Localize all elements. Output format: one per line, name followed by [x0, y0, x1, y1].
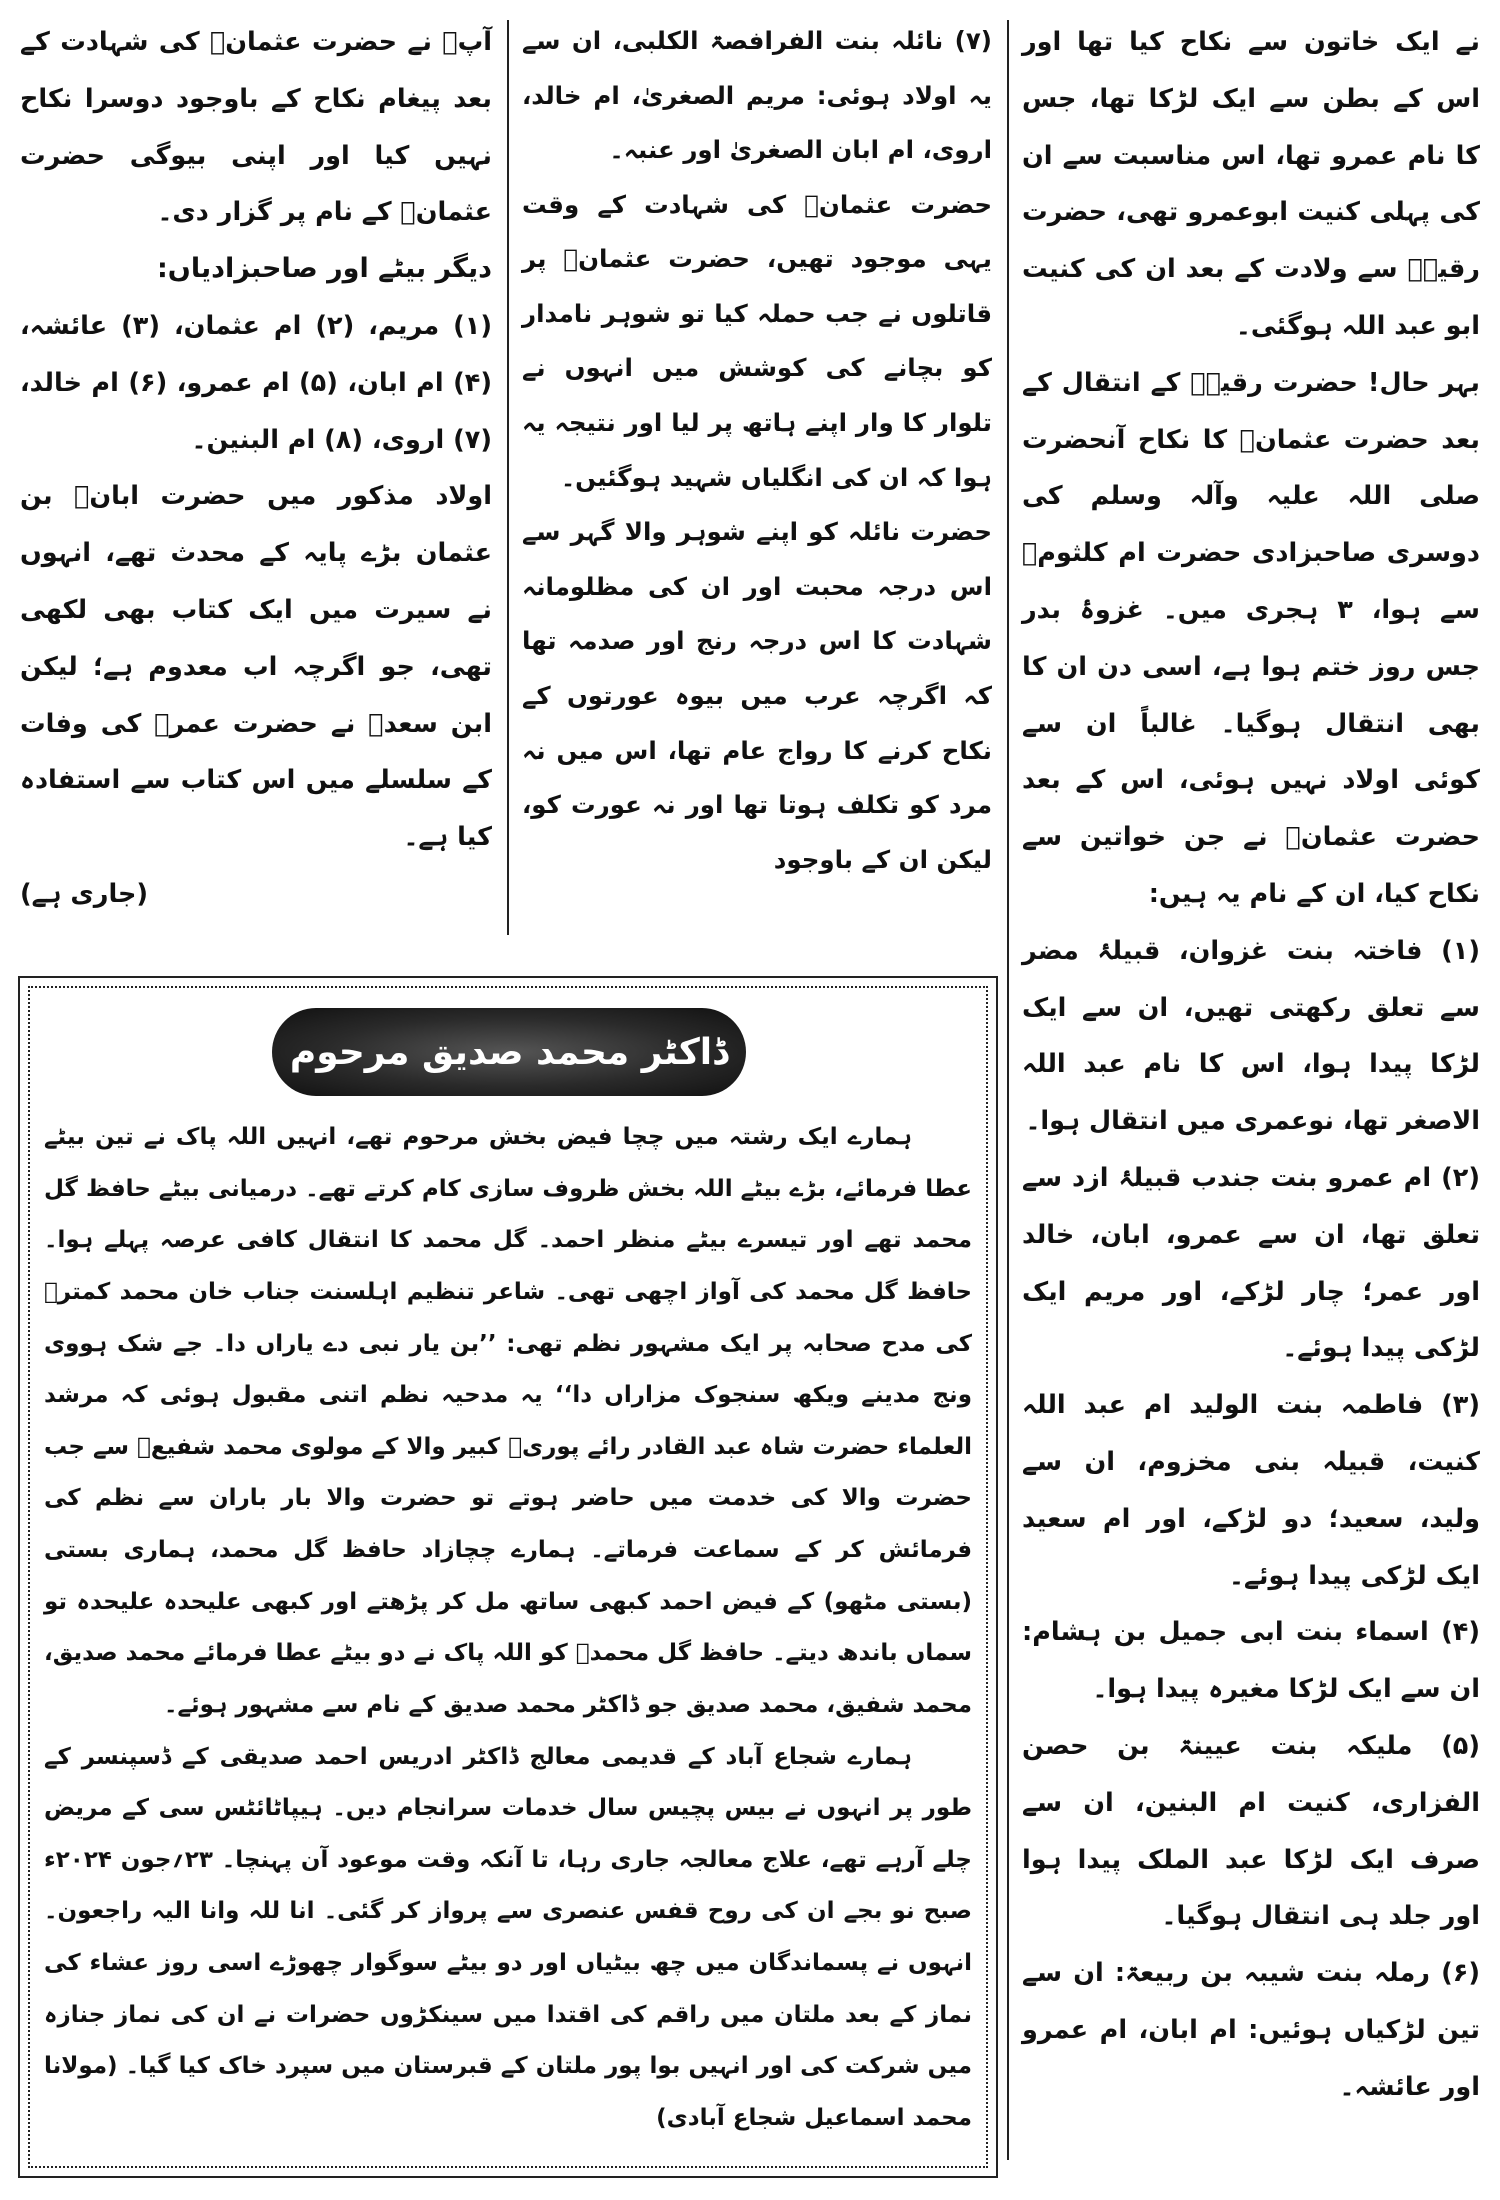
middle-column: [522, 14, 992, 887]
right-column: [1022, 14, 1480, 2115]
left-paragraph-2: اولاد مذکور میں حضرت ابانؓ بن عثمان بڑے پایہ کے محدث تھے، انہوں نے سیرت میں ایک کتاب بھی لکھی تھی، جو اگرچہ اب معدوم ہے؛ لیکن ابن سعدؒ نے حضرت عمرؓ کی وفات کے سلسلے میں اس کتاب سے استفادہ کیا ہے۔: [20, 481, 492, 853]
right-paragraph-2: بہر حال! حضرت رقیہؓ کے انتقال کے بعد حضرت عثمانؓ کا نکاح آنحضرت صلی اللہ علیہ وآلہ وسلم کی دوسری صاحبزادی حضرت ام کلثومؓ سے ہوا، ۳ ہجری میں۔ غزوۂ بدر جس روز ختم ہوا ہے، اسی دن ان کا بھی انتقال ہوگیا۔ غالباً ان سے کوئی اولاد نہیں ہوئی، اس کے بعد حضرت عثمانؓ نے جن خواتین سے نکاح کیا، ان کے نام یہ ہیں:: [1022, 367, 1480, 909]
right-paragraph-6: (۴) اسماء بنت ابی جمیل بن ہشام: ان سے ایک لڑکا مغیرہ پیدا ہوا۔: [1022, 1617, 1480, 1705]
right-paragraph-8: (۶) رملہ بنت شیبہ بن ربیعۃ: ان سے تین لڑکیاں ہوئیں: ام ابان، ام عمرو اور عائشہ۔: [1022, 1958, 1480, 2102]
right-paragraph-3: (۱) فاختہ بنت غزوان، قبیلۂ مضر سے تعلق رکھتی تھیں، ان سے ایک لڑکا پیدا ہوا، اس کا نام عبد اللہ الاصغر تھا، نوعمری میں انتقال ہوا۔: [1022, 935, 1480, 1137]
right-paragraph-7: (۵) ملیکہ بنت عیینۃ بن حصن الفزاری، کنیت ام البنین، ان سے صرف ایک لڑکا عبد الملک پیدا ہوا اور جلد ہی انتقال ہوگیا۔: [1022, 1730, 1480, 1932]
section-heading: دیگر بیٹے اور صاحبزادیاں:: [156, 253, 492, 285]
left-paragraph-1: آپؓ نے حضرت عثمانؓ کی شہادت کے بعد پیغام نکاح کے باوجود دوسرا نکاح نہیں کیا اور اپنی بیوگی حضرت عثمانؓ کے نام پر گزار دی۔: [20, 27, 492, 228]
column-divider-middle: [507, 20, 509, 935]
middle-paragraph-1: (۷) نائلہ بنت الفرافصۃ الکلبی، ان سے یہ اولاد ہوئی: مریم الصغریٰ، ام خالد، اروی، ام ابان الصغریٰ اور عنبہ۔: [522, 26, 992, 165]
obituary-title-text: ڈاکٹر محمد صدیق مرحوم: [289, 1031, 729, 1073]
obituary-title: [272, 1008, 746, 1096]
obituary-paragraph-1: ہمارے ایک رشتہ میں چچا فیض بخش مرحوم تھے، انہیں اللہ پاک نے تین بیٹے عطا فرمائے، بڑے بیٹے اللہ بخش ظروف سازی کام کرتے تھے۔ درمیانی بیٹے حافظ گل محمد تھے اور تیسرے بیٹے منظر احمد۔ گل محمد کا انتقال کافی عرصہ پہلے ہوا۔ حافظ گل محمد کی آواز اچھی تھی۔ شاعر تنظیم اہلسنت جناب خان محمد کمترؒ کی مدح صحابہ پر ایک مشہور نظم تھی: ’’بن یار نبی دے یاراں دا۔ جے شک ہووی ونج مدینے ویکھ سنجوک مزاراں دا‘‘ یہ مدحیہ نظم اتنی مقبول ہوئی کہ مرشد العلماء حضرت شاہ عبد القادر رائے پوریؒ کبیر والا کے مولوی محمد شفیعؒ سے جب حضرت والا کی خدمت میں حاضر ہوتے تو حضرت والا بار باران سے نظم کی فرمائش کر کے سماعت فرماتے۔ ہمارے چچازاد حافظ گل محمد، ہماری بستی (بستی مٹھو) کے فیض احمد کبھی ساتھ مل کر پڑھتے اور کبھی علیحدہ علیحدہ تو سماں باندھ دیتے۔ حافظ گل محمدؒ کو اللہ پاک نے دو بیٹے عطا فرمائے محمد صدیق، محمد شفیق، محمد صدیق جو ڈاکٹر محمد صدیق کے نام سے مشہور ہوئے۔: [44, 1124, 972, 1718]
right-paragraph-5: (۳) فاطمہ بنت الولید ام عبد اللہ کنیت، قبیلہ بنی مخزوم، ان سے ولید، سعید؛ دو لڑکے، اور ام سعید ایک لڑکی پیدا ہوئے۔: [1022, 1390, 1480, 1591]
children-list: (۱) مریم، (۲) ام عثمان، (۳) عائشہ، (۴) ام ابان، (۵) ام عمرو، (۶) ام خالد، (۷) اروی، (۸) ام البنین۔: [20, 310, 492, 455]
obituary-body: [44, 1112, 972, 2145]
left-column: [20, 14, 492, 923]
column-divider-right: [1007, 20, 1009, 2160]
middle-paragraph-3: حضرت نائلہ کو اپنے شوہر والا گہر سے اس درجہ محبت اور ان کی مظلومانہ شہادت کا اس درجہ رنج اور صدمہ تھا کہ اگرچہ عرب میں بیوہ عورتوں کے نکاح کرنے کا رواج عام تھا، اس میں نہ مرد کو تکلف ہوتا تھا اور نہ عورت کو، لیکن ان کے باوجود: [522, 517, 992, 874]
right-paragraph-1: نے ایک خاتون سے نکاح کیا تھا اور اس کے بطن سے ایک لڑکا تھا، جس کا نام عمرو تھا، اس مناسبت سے ان کی پہلی کنیت ابوعمرو تھی، حضرت رقیہؓ سے ولادت کے بعد ان کی کنیت ابو عبد اللہ ہوگئی۔: [1022, 27, 1480, 341]
right-paragraph-4: (۲) ام عمرو بنت جندب قبیلۂ ازد سے تعلق تھا، ان سے عمرو، ابان، خالد اور عمر؛ چار لڑکے، اور مریم ایک لڑکی پیدا ہوئے۔: [1022, 1162, 1480, 1364]
obituary-paragraph-2: ہمارے شجاع آباد کے قدیمی معالج ڈاکٹر ادریس احمد صدیقی کے ڈسپنسر کے طور پر انہوں نے بیس پچیس سال خدمات سرانجام دیں۔ ہیپاٹائٹس سی کے مریض چلے آرہے تھے، علاج معالجہ جاری رہا، تا آنکہ وقت موعود آن پہنچا۔ ۲۳؍جون ۲۰۲۴ء صبح نو بجے ان کی روح قفس عنصری سے پرواز کر گئی۔ انا للہ وانا الیہ راجعون۔ انہوں نے پسماندگان میں چھ بیٹیاں اور دو بیٹے سوگوار چھوڑے اسی روز عشاء کی نماز کے بعد ملتان میں راقم کی اقتدا میں سینکڑوں حضرات نے ان کی نماز جنازہ میں شرکت کی اور انہیں بوا پور ملتان کے قبرستان میں سپرد خاک کیا گیا۔ (مولانا محمد اسماعیل شجاع آبادی): [44, 1743, 972, 2131]
continued-note: (جاری ہے): [20, 878, 149, 909]
middle-paragraph-2: حضرت عثمانؓ کی شہادت کے وقت یہی موجود تھیں، حضرت عثمانؓ پر قاتلوں نے جب حملہ کیا تو شوہر نامدار کو بچانے کی کوشش میں انہوں نے تلوار کا وار اپنے ہاتھ پر لیا اور نتیجہ یہ ہوا کہ ان کی انگلیاں شہید ہوگئیں۔: [522, 189, 992, 492]
